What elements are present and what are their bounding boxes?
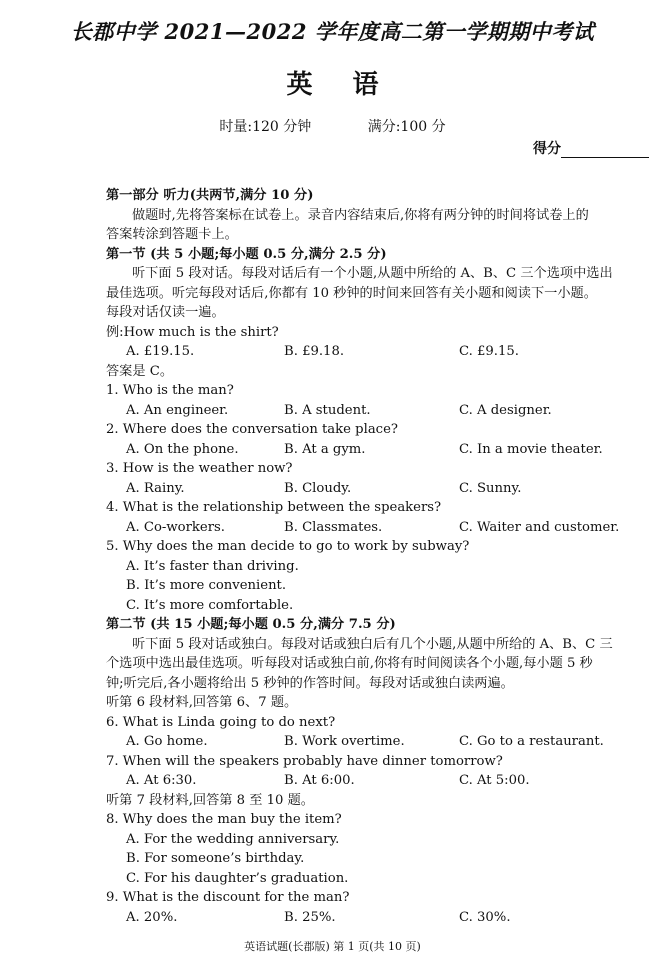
example-answer: 答案是 C。	[106, 363, 174, 379]
option-b: B. At 6:00.	[284, 773, 355, 788]
option-c: C. It’s more comfortable.	[126, 597, 294, 613]
option-a: A. 20%.	[126, 909, 178, 925]
option-a: A. Go home.	[126, 734, 208, 749]
option-c: C. At 5:00.	[459, 773, 530, 788]
question-1: 1. Who is the man?	[106, 383, 234, 398]
option-c: C. £9.15.	[459, 344, 519, 359]
option-b: B. At a gym.	[284, 441, 366, 457]
option-c: C. 30%.	[459, 909, 511, 925]
part1-intro: 做题时,先将答案标在试卷上。录音内容结束后,你将有两分钟的时间将试卷上的	[132, 207, 589, 223]
question-7: 7. When will the speakers probably have dinner tomorrow?	[106, 753, 503, 769]
option-b: B. Classmates.	[284, 519, 383, 535]
part1-heading: 第一部分 听力(共两节,满分 10 分)	[106, 188, 314, 203]
score-field	[533, 138, 649, 158]
option-c: C. Waiter and customer.	[459, 519, 620, 535]
question-3: 3. How is the weather now?	[106, 461, 293, 476]
exam-body	[106, 186, 654, 927]
example-question: 例:How much is the shirt?	[106, 324, 279, 340]
section1-instructions-end: 每段对话仅读一遍。	[106, 305, 225, 320]
question-2-options	[106, 440, 654, 460]
option-a: A. An engineer.	[126, 402, 229, 418]
option-a: A. Rainy.	[126, 480, 185, 496]
option-b: B. 25%.	[284, 909, 336, 925]
section1-instructions: 听下面 5 段对话。每段对话后有一个小题,从题中所给的 A、B、C 三个选项中选出	[132, 266, 613, 281]
option-a: A. On the phone.	[126, 441, 239, 457]
material-6-note: 听第 6 段材料,回答第 6、7 题。	[106, 695, 298, 710]
question-6: 6. What is Linda going to do next?	[106, 714, 336, 730]
option-c: C. A designer.	[459, 402, 552, 418]
option-a: A. £19.15.	[126, 344, 195, 359]
option-c: C. Go to a restaurant.	[459, 734, 604, 749]
section1-instructions-cont: 最佳选项。听完每段对话后,你都有 10 秒钟的时间来回答有关小题和阅读下一小题。	[106, 285, 597, 301]
question-7-options	[106, 771, 654, 791]
section2-heading: 第二节 (共 15 小题;每小题 0.5 分,满分 7.5 分)	[106, 617, 396, 632]
score-blank[interactable]	[561, 143, 649, 158]
time-limit: 时量:120 分钟	[219, 119, 312, 135]
question-9-options	[106, 908, 654, 928]
section2-instructions-end: 钟;听完后,各小题将给出 5 秒钟的作答时间。每段对话或独白读两遍。	[106, 675, 514, 691]
question-5: 5. Why does the man decide to go to work by subway?	[106, 539, 470, 554]
full-score: 满分:100 分	[367, 119, 446, 135]
question-4-options	[106, 518, 654, 538]
material-7-note: 听第 7 段材料,回答第 8 至 10 题。	[106, 792, 314, 808]
question-4: 4. What is the relationship between the speakers?	[106, 500, 442, 515]
option-b: B. For someone’s birthday.	[126, 851, 305, 866]
question-1-options	[106, 401, 654, 421]
question-9: 9. What is the discount for the man?	[106, 890, 350, 905]
subject-title: 英语	[286, 70, 419, 100]
score-label: 得分	[533, 141, 561, 157]
option-b: B. A student.	[284, 402, 371, 418]
option-a: A. Co-workers.	[126, 519, 225, 535]
question-6-options	[106, 732, 654, 752]
question-2: 2. Where does the conversation take place?	[106, 422, 398, 437]
question-3-options	[106, 479, 654, 499]
option-c: C. Sunny.	[459, 480, 522, 496]
page-footer: 英语试题(长郡版) 第 1 页(共 10 页)	[244, 940, 421, 953]
question-8: 8. Why does the man buy the item?	[106, 812, 342, 827]
section1-heading: 第一节 (共 5 小题;每小题 0.5 分,满分 2.5 分)	[106, 246, 387, 262]
exam-meta	[0, 116, 665, 136]
option-b: B. It’s more convenient.	[126, 578, 287, 593]
option-b: B. Work overtime.	[284, 734, 405, 749]
part1-intro-cont: 答案转涂到答题卡上。	[106, 227, 238, 242]
option-b: B. £9.18.	[284, 344, 345, 359]
exam-title: 长郡中学 2021—2022 学年度高二第一学期期中考试	[70, 19, 595, 44]
option-a: A. It’s faster than driving.	[126, 558, 299, 574]
option-a: A. At 6:30.	[126, 773, 197, 788]
section2-instructions-cont: 个选项中选出最佳选项。听每段对话或独白前,你将有时间阅读各个小题,每小题 5 秒	[106, 656, 593, 671]
option-b: B. Cloudy.	[284, 480, 352, 496]
example-options	[106, 342, 654, 362]
option-a: A. For the wedding anniversary.	[126, 831, 340, 847]
section2-instructions: 听下面 5 段对话或独白。每段对话或独白后有几个小题,从题中所给的 A、B、C 三	[132, 636, 613, 652]
option-c: C. For his daughter’s graduation.	[126, 870, 349, 886]
option-c: C. In a movie theater.	[459, 441, 603, 457]
